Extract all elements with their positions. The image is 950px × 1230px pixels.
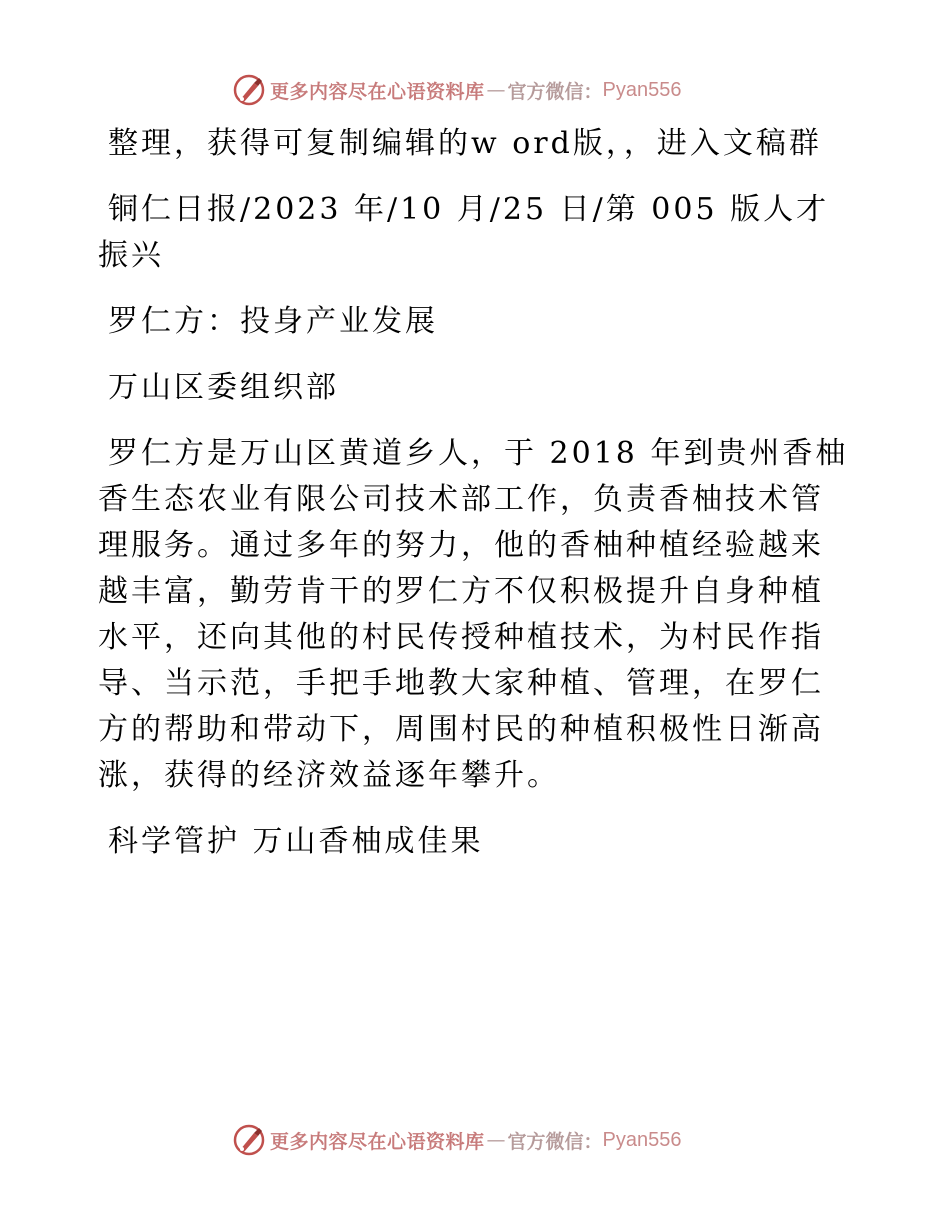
watermark-label: 官方微信： — [507, 1130, 603, 1153]
pen-logo-icon — [232, 73, 266, 107]
pen-logo-icon — [232, 1123, 266, 1157]
document-body — [98, 121, 850, 885]
watermark-footer — [232, 1121, 682, 1159]
watermark-dash: — — [486, 1129, 506, 1151]
watermark-label: 官方微信： — [507, 80, 603, 103]
watermark-wechat-id: Pyan556 — [602, 78, 682, 101]
watermark-header — [232, 71, 682, 109]
watermark-wechat-id: Pyan556 — [602, 1128, 682, 1151]
article-author: 万山区委组织部 — [108, 370, 339, 405]
article-title: 罗仁方：投身产业发展 — [108, 304, 438, 339]
paragraph-body: 罗仁方是万山区黄道乡人，于 2018 年到贵州香柚香生态农业有限公司技术部工作，负责香柚技术管理服务。通过多年的努力，他的香柚种植经验越来越丰富，勤劳肯干的罗仁方不仅积极提升自身种植水平，还向其他的村民传授种植技术，为村民作指导、当示范，手把手地教大家种植、管理，在罗仁方的帮助和带动下，周围村民的种植积极性日渐高涨，获得的经济效益逐年攀升。 — [98, 436, 849, 793]
paragraph-notice: 整理，获得可复制编辑的w ord版，，进入文稿群 — [108, 126, 822, 161]
watermark-text: 更多内容尽在心语资料库 — [270, 80, 485, 103]
watermark-dash: — — [486, 79, 506, 101]
watermark-text: 更多内容尽在心语资料库 — [270, 1130, 485, 1153]
section-heading: 科学管护 万山香柚成佳果 — [108, 824, 484, 859]
paragraph-source: 铜仁日报/2023 年/10 月/25 日/第 005 版人才振兴 — [98, 192, 830, 273]
